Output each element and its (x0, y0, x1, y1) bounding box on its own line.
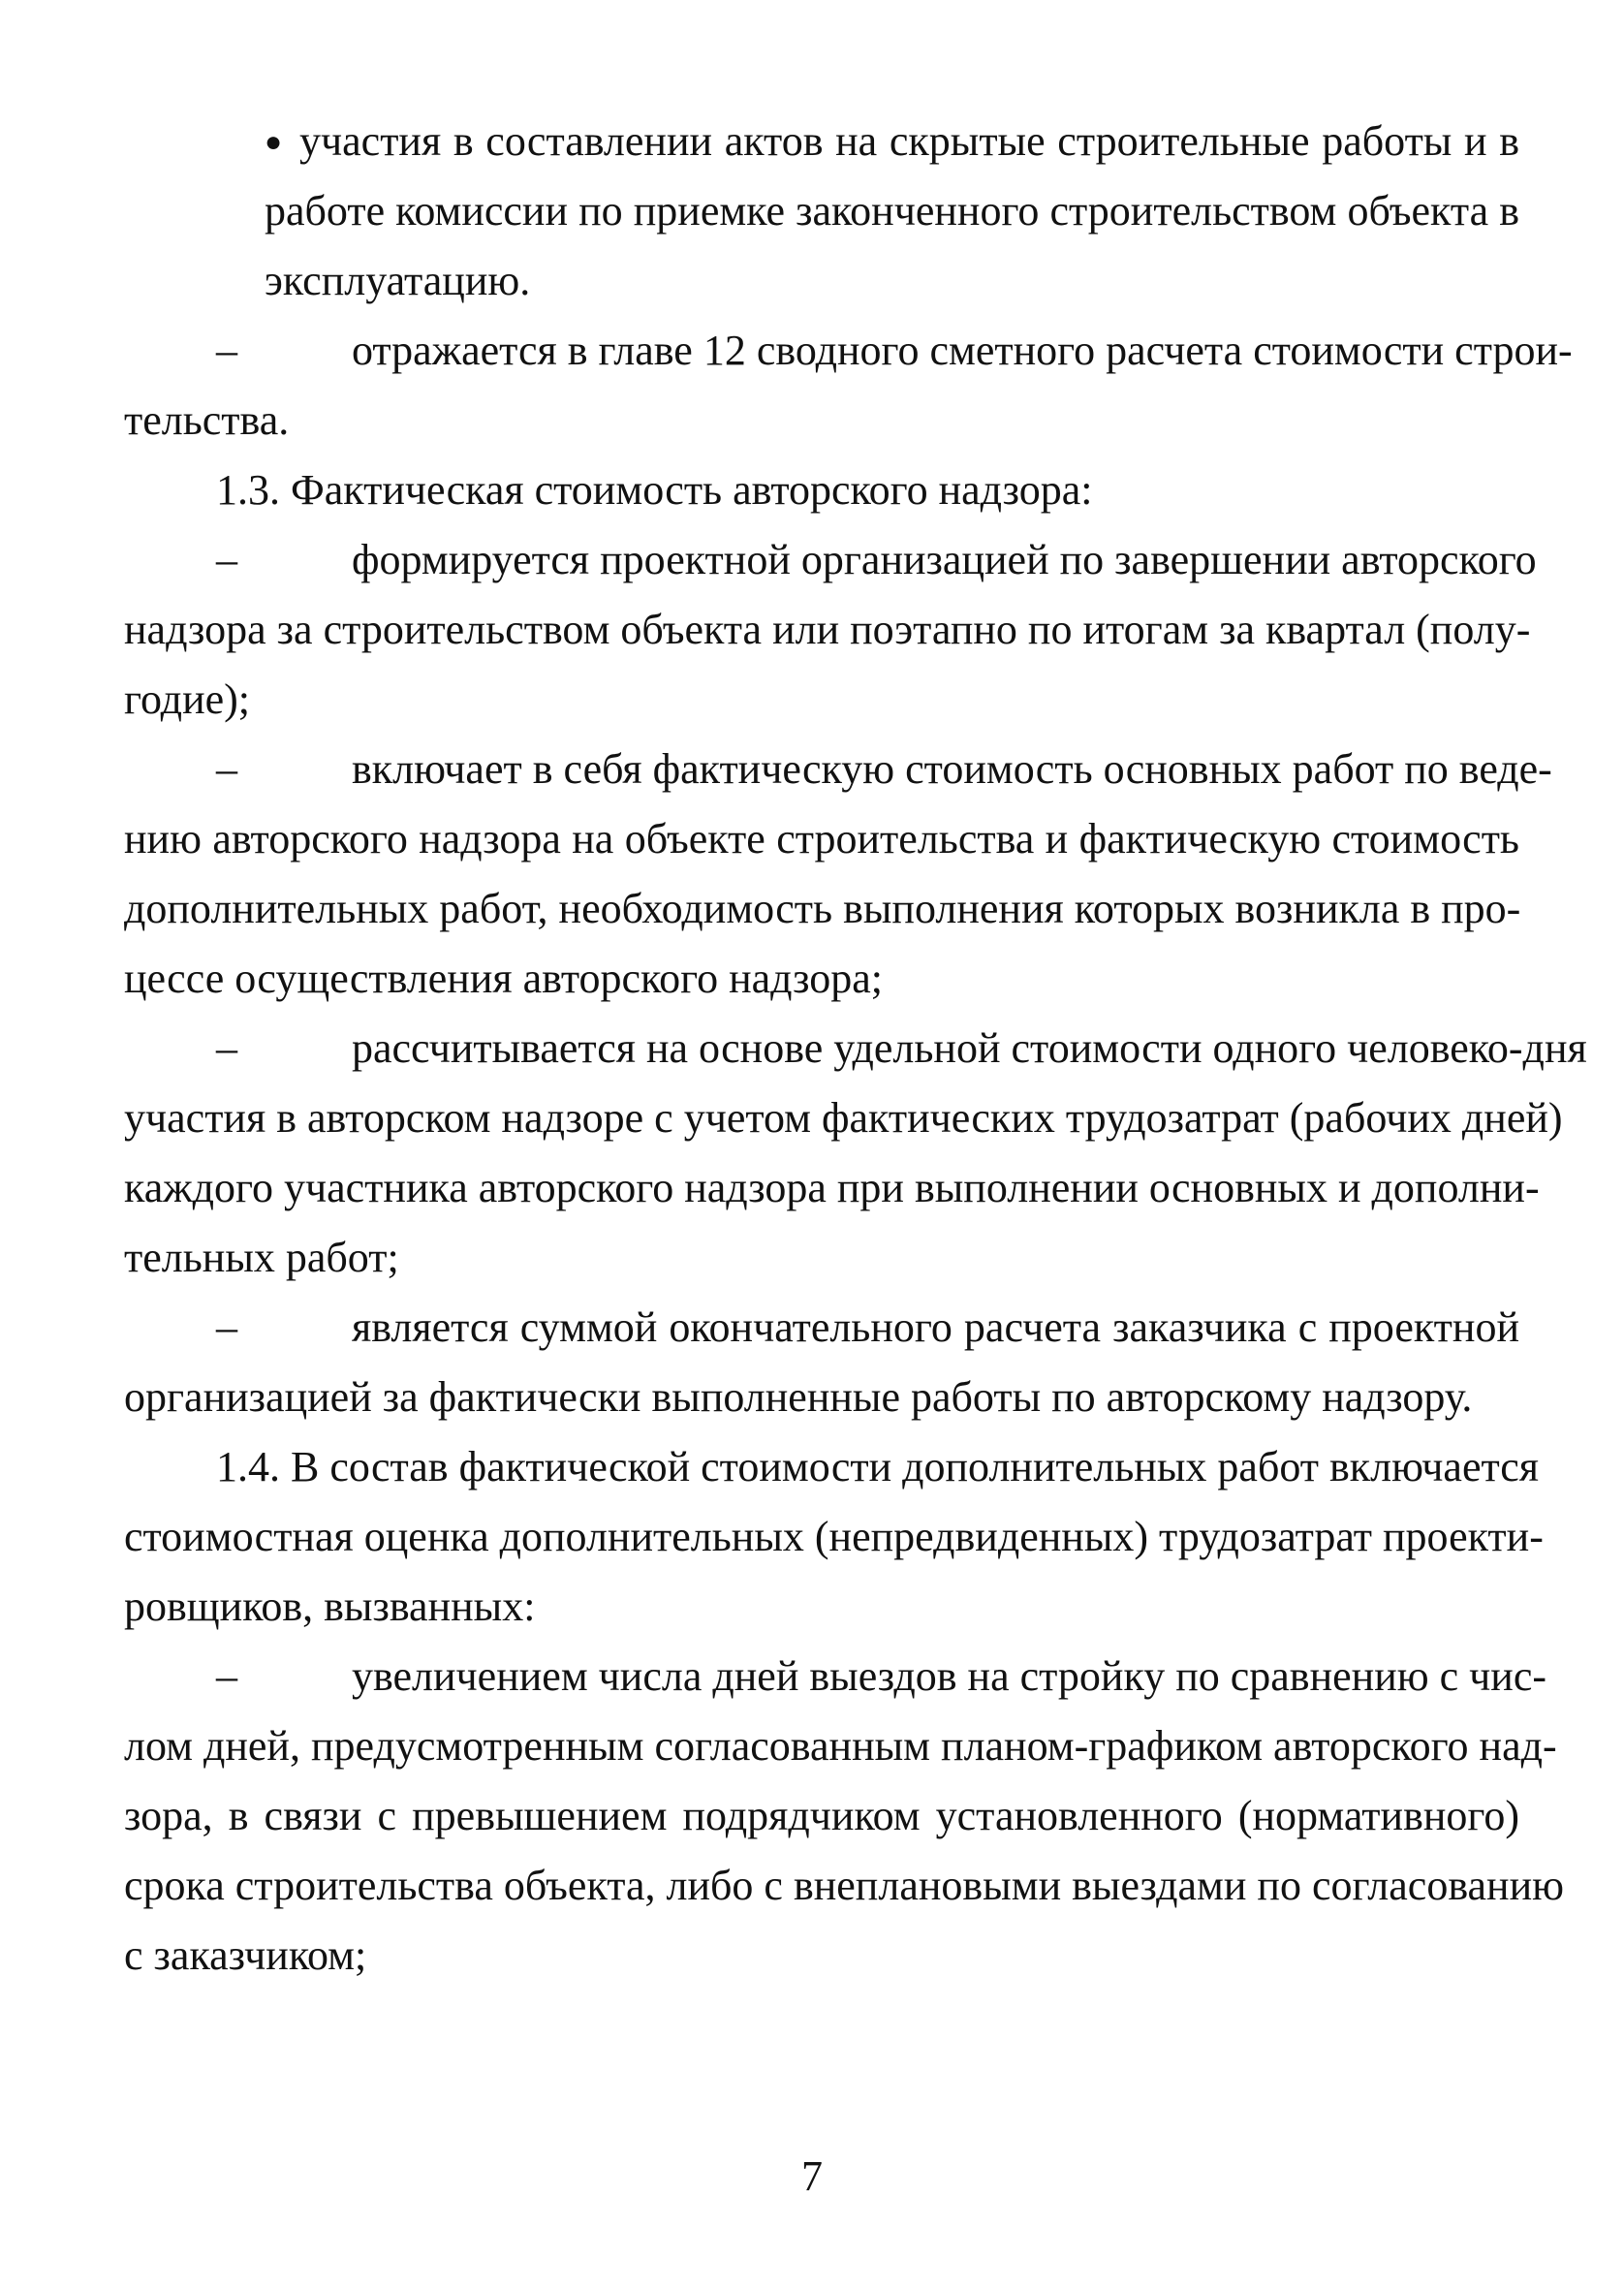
text-line: тельства. (124, 396, 290, 444)
text-line: работе комиссии по приемке законченного строительством объекта в (265, 187, 1519, 235)
document-page (124, 107, 1587, 1991)
text-line: организацией за фактически выполненные работы по авторскому надзору. (124, 1373, 1473, 1421)
text-line: каждого участника авторского надзора при выполнении основных и дополни- (124, 1164, 1540, 1211)
dash-marker: – (216, 745, 237, 793)
text-line: включает в себя фактическую стоимость основных работ по веде- (352, 745, 1552, 793)
dash-line (124, 1293, 1519, 1363)
dash-marker: – (216, 1652, 237, 1700)
bullet-line (124, 107, 1519, 176)
dash-marker: – (216, 536, 237, 583)
text-line: цессе осуществления авторского надзора; (124, 955, 883, 1002)
text-line: тельных работ; (124, 1234, 399, 1281)
text-line: участия в составлении актов на скрытые строительные работы и в (299, 117, 1519, 165)
bullet-icon: ● (265, 126, 283, 158)
text-line: участия в авторском надзоре с учетом фактических трудозатрат (рабочих дней) (124, 1094, 1563, 1142)
text-line: срока строительства объекта, либо с внеплановыми выездами по согласованию (124, 1862, 1565, 1909)
text-line: отражается в главе 12 сводного сметного расчета стоимости строи- (352, 327, 1573, 374)
page-number: 7 (801, 2152, 823, 2200)
text-line: надзора за строительством объекта или поэтапно по итогам за квартал (полу- (124, 606, 1531, 653)
dash-line (124, 1642, 1547, 1711)
text-line: годие); (124, 675, 251, 723)
dash-marker: – (216, 1024, 237, 1072)
text-line: стоимостная оценка дополнительных (непредвиденных) трудозатрат проекти- (124, 1513, 1544, 1560)
section-heading: 1.3. Фактическая стоимость авторского надзора: (216, 466, 1093, 514)
dash-line (124, 525, 1537, 595)
text-line: рассчитывается на основе удельной стоимости одного человеко-дня (352, 1024, 1587, 1072)
text-line: нию авторского надзора на объекте строительства и фактическую стоимость (124, 815, 1519, 863)
text-line: зора, в связи с превышением подрядчиком установленного (нормативного) (124, 1792, 1519, 1839)
section-heading: 1.4. В состав фактической стоимости дополнительных работ включается (216, 1443, 1540, 1490)
text-line: ровщиков, вызванных: (124, 1583, 536, 1630)
text-line: эксплуатацию. (265, 257, 531, 304)
text-line: с заказчиком; (124, 1931, 367, 1979)
text-line: формируется проектной организацией по завершении авторского (352, 536, 1537, 583)
text-line: дополнительных работ, необходимость выполнения которых возникла в про- (124, 885, 1521, 932)
dash-line (124, 735, 1552, 804)
dash-marker: – (216, 327, 237, 374)
dash-marker: – (216, 1303, 237, 1351)
dash-line (124, 1014, 1587, 1083)
text-line: лом дней, предусмотренным согласованным планом-графиком авторского над- (124, 1722, 1557, 1770)
text-line: является суммой окончательного расчета заказчика с проектной (352, 1303, 1519, 1351)
text-line: увеличением числа дней выездов на стройку по сравнению с чис- (352, 1652, 1547, 1700)
dash-line (124, 316, 1573, 386)
